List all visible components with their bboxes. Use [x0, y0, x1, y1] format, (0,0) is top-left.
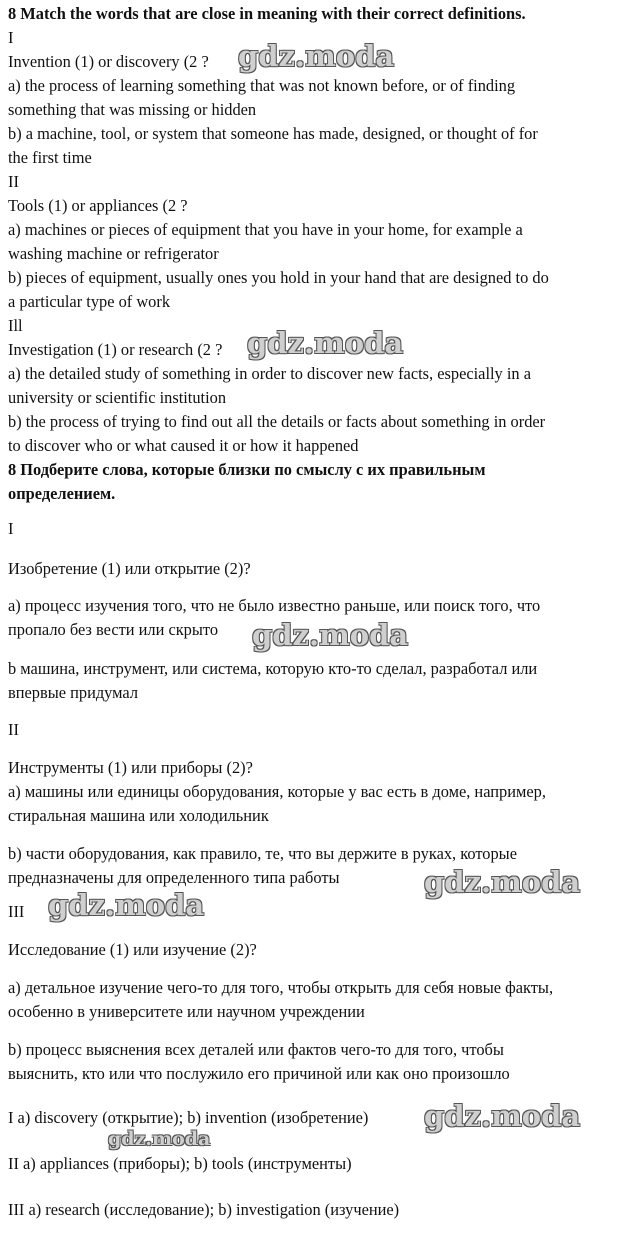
definition-1b-en-line2: the first time: [8, 148, 92, 167]
definition-3b-ru-line2: выяснить, кто или что послужило его причиной или как оно произошло: [8, 1064, 510, 1083]
definition-3a-en-line1: a) the detailed study of something in order to discover new facts, especially in a: [8, 364, 531, 383]
answer-1: I a) discovery (открытие); b) invention (изобретение): [8, 1108, 369, 1127]
definition-2b-ru-line1: b) части оборудования, как правило, те, что вы держите в руках, которые: [8, 844, 517, 863]
section-number-3-ru: III: [8, 902, 25, 921]
section-number-2-ru: II: [8, 720, 19, 739]
definition-2a-en-line1: a) machines or pieces of equipment that you have in your home, for example a: [8, 220, 523, 239]
question-3-en: Investigation (1) or research (2 ?: [8, 340, 223, 359]
definition-2b-en-line2: a particular type of work: [8, 292, 171, 311]
definition-2b-ru-line2: предназначены для определенного типа работы: [8, 868, 340, 887]
definition-1b-ru-line2: впервые придумал: [8, 683, 139, 702]
section-number-1-ru: I: [8, 519, 14, 538]
definition-1a-ru-line2: пропало без вести или скрыто: [8, 620, 219, 639]
definition-2a-en-line2: washing machine or refrigerator: [8, 244, 219, 263]
watermark-logo: gdz.moda: [424, 865, 581, 899]
question-2-en: Tools (1) or appliances (2 ?: [8, 196, 188, 215]
exercise-title-ru-line2: определением.: [8, 484, 116, 503]
watermark-logo: gdz.moda: [238, 39, 395, 73]
answer-2: II a) appliances (приборы); b) tools (инструменты): [8, 1154, 352, 1173]
definition-3a-en-line2: university or scientific institution: [8, 388, 227, 407]
section-number-1-en: I: [8, 28, 14, 47]
watermark-logo: gdz.moda: [252, 618, 409, 652]
definition-3b-en-line1: b) the process of trying to find out all the details or facts about something in order: [8, 412, 546, 431]
section-number-2-en: II: [8, 172, 19, 191]
definition-3b-ru-line1: b) процесс выяснения всех деталей или фактов чего-то для того, чтобы: [8, 1040, 504, 1059]
watermark-logo: gdz.moda: [247, 326, 404, 360]
question-1-en: Invention (1) or discovery (2 ?: [8, 52, 209, 71]
definition-2a-ru-line1: а) машины или единицы оборудования, которые у вас есть в доме, например,: [8, 782, 546, 801]
definition-1a-en-line2: something that was missing or hidden: [8, 100, 257, 119]
definition-1b-ru-line1: b машина, инструмент, или система, которую кто-то сделал, разработал или: [8, 659, 538, 678]
section-number-3-en: Ill: [8, 316, 23, 335]
definition-1a-en-line1: a) the process of learning something that was not known before, or of finding: [8, 76, 516, 95]
definition-3a-ru-line1: а) детальное изучение чего-то для того, чтобы открыть для себя новые факты,: [8, 978, 554, 997]
watermark-logo: gdz.moda: [48, 888, 205, 922]
question-2-ru: Инструменты (1) или приборы (2)?: [8, 758, 253, 777]
answer-3: III a) research (исследование); b) investigation (изучение): [8, 1200, 400, 1219]
definition-3a-ru-line2: особенно в университете или научном учреждении: [8, 1002, 365, 1021]
watermark-logo: gdz.moda: [424, 1099, 581, 1133]
definition-1b-en-line1: b) a machine, tool, or system that someone has made, designed, or thought of for: [8, 124, 538, 143]
definition-2b-en-line1: b) pieces of equipment, usually ones you hold in your hand that are designed to do: [8, 268, 549, 287]
definition-3b-en-line2: to discover who or what caused it or how it happened: [8, 436, 359, 455]
question-3-ru: Исследование (1) или изучение (2)?: [8, 940, 257, 959]
watermark-logo-small: gdz.moda: [108, 1128, 211, 1150]
question-1-ru: Изобретение (1) или открытие (2)?: [8, 559, 251, 578]
definition-1a-ru-line1: а) процесс изучения того, что не было известно раньше, или поиск того, что: [8, 596, 541, 615]
exercise-title-ru-line1: 8 Подберите слова, которые близки по смыслу с их правильным: [8, 460, 486, 479]
definition-2a-ru-line2: стиральная машина или холодильник: [8, 806, 269, 825]
exercise-title-en: 8 Match the words that are close in meaning with their correct definitions.: [8, 4, 526, 23]
